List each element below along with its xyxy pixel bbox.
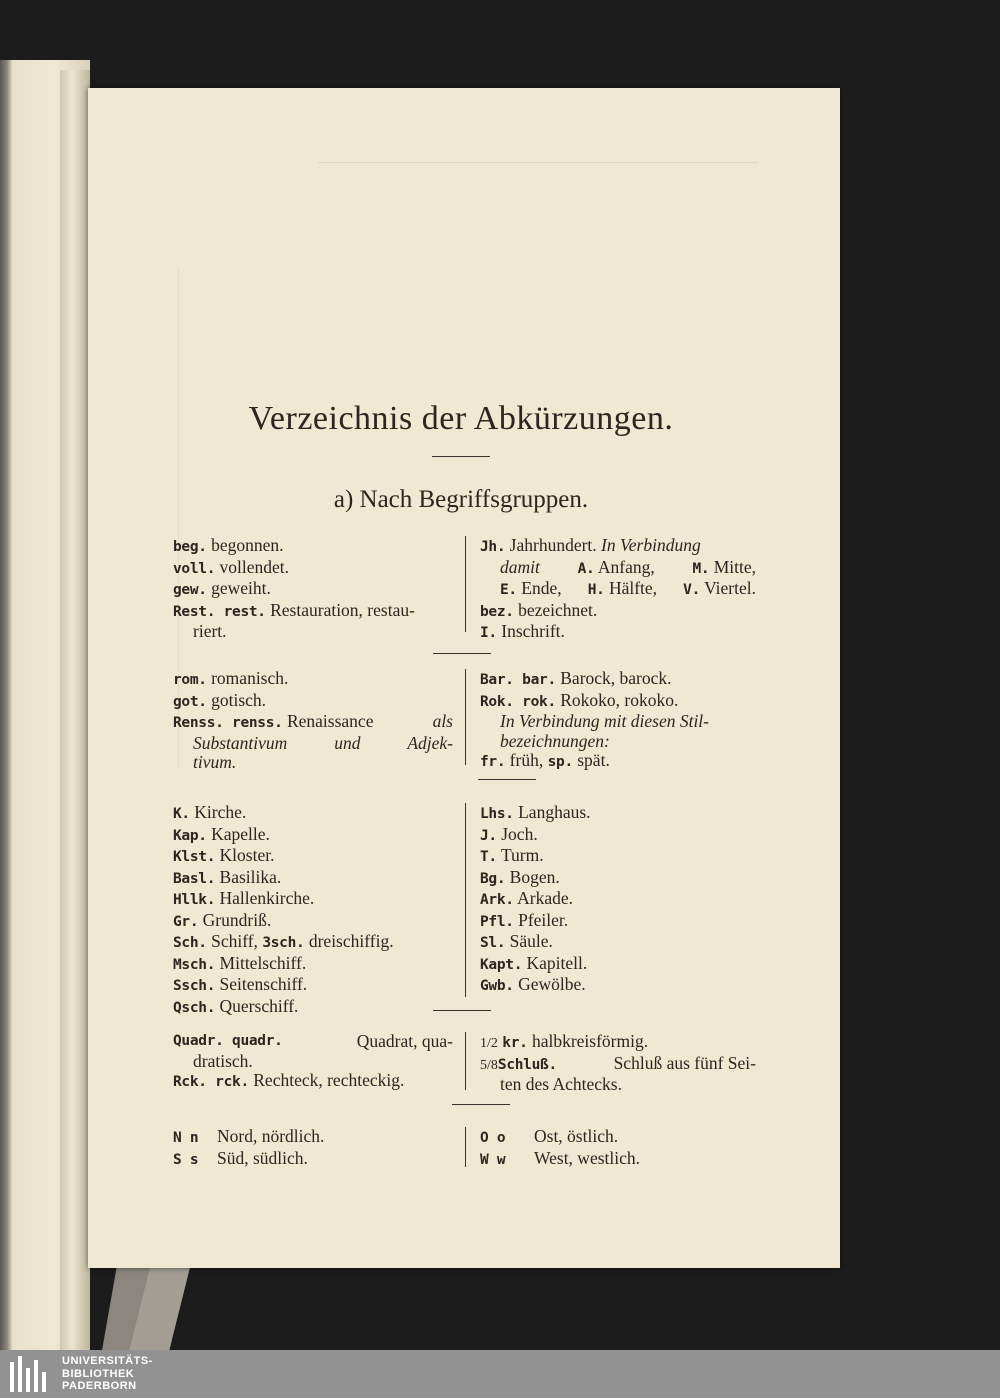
entry-text: Schiff, [211,931,258,951]
library-name-line: BIBLIOTHEK [62,1367,135,1380]
entry-text: Viertel. [704,578,756,598]
abbr: Lhs. [480,806,514,822]
entry-text: Arkade. [517,888,574,908]
entry [173,669,453,691]
entry [480,691,756,713]
abbr: got. [173,693,207,710]
abbr: T. [480,849,497,865]
abbr: Klst. [173,849,216,865]
column-divider [465,669,466,765]
library-name [62,1355,153,1393]
footer-bar [0,1350,1000,1398]
show-through [318,148,758,163]
entry [173,579,453,601]
entry-text: Bogen. [509,866,560,887]
entry-text: Basilika. [219,866,282,887]
entry-text: gotisch. [211,689,267,710]
abbr: Gr. [173,913,199,930]
italic-note: In Verbindung [601,535,701,555]
column-divider [465,1127,466,1167]
entry-text: Hälfte, [608,578,658,598]
entry-text: Kapitell. [526,952,588,973]
italic-note: als [432,711,453,731]
italic-note: bezeichnungen: [500,730,610,751]
entry-text: Kapelle. [211,823,270,844]
entry [173,889,463,911]
group-3-left [173,803,463,1018]
entry [480,601,756,623]
entry-text: Jahrhundert. [509,535,597,555]
entry-text: Langhaus. [518,802,591,822]
entry-text: Kirche. [194,802,247,822]
entry [173,712,453,734]
entry [173,997,463,1019]
divider [432,456,490,457]
entry-text: romanisch. [211,668,289,688]
abbr: Pfl. [480,913,514,930]
entry-text: Joch. [501,823,538,844]
entry-text: spät. [577,750,610,770]
abbr: Hllk. [173,892,216,908]
entry-text: Restauration, restau- [270,599,415,620]
entry-text: Kloster. [219,845,275,865]
entry-text: vollendet. [219,556,290,577]
italic-note: und [334,732,361,753]
abbr: gew. [173,582,207,598]
entry-text: Rechteck, rechteckig. [253,1070,405,1090]
entry-text: Quadrat, qua- [356,1031,453,1051]
entry [480,889,756,911]
entry-text: Turm. [500,845,544,865]
entry [173,1071,453,1093]
library-logo-icon [10,1356,50,1392]
entry [173,825,463,847]
abbr: Sch. [173,935,207,951]
library-name-line: PADERBORN [62,1380,137,1392]
abbr: E. [500,582,517,598]
abbr: O o [480,1130,506,1146]
entry [480,1054,756,1076]
abbr: Jh. [480,539,506,555]
abbr: J. [480,827,497,844]
entry [480,1032,756,1054]
entry-text: bezeichnet. [518,599,598,620]
entry-text: geweiht. [211,578,271,598]
entry [480,975,756,997]
abbr: V. [683,582,701,598]
group-1-left [173,536,453,642]
library-name-line: UNIVERSITÄTS- [62,1355,153,1367]
abbr: Sl. [480,935,506,951]
entry-text: Ost, östlich. [534,1126,619,1146]
entry [173,1149,453,1171]
entry [173,558,453,580]
entry-text: Anfang, [597,556,655,577]
entry [173,932,463,954]
entry [480,911,756,933]
entry [173,803,463,825]
abbr: Gwb. [480,978,514,994]
entry-text: West, westlich. [534,1147,640,1168]
abbr: Qsch. [173,999,216,1016]
abbr: beg. [173,539,207,555]
abbr: Basl. [173,870,216,887]
abbr: Bar. bar. [480,672,556,688]
abbr: H. [587,582,605,598]
entry-text: Säule. [509,931,553,951]
abbr: kr. [502,1035,528,1051]
entry [173,536,453,558]
entry [173,911,463,933]
entry-continuation: dratisch. [193,1050,253,1071]
entry [173,1127,453,1149]
entry [480,622,756,644]
abbr: Kap. [173,827,207,844]
abbr: I. [480,625,497,641]
entry [480,536,756,558]
divider [478,779,536,780]
column-divider [465,1032,466,1090]
abbr: M. [692,560,710,577]
italic-note: Adjek- [407,732,453,753]
abbr: N n [173,1130,199,1146]
entry-text: früh, [509,750,544,770]
entry-text: Inschrift. [501,621,565,641]
abbr: K. [173,806,190,822]
abbr: Quadr. quadr. [173,1033,283,1049]
entry-continuation: riert. [193,621,227,641]
group-4-left [173,1032,453,1093]
group-5-right [480,1127,756,1170]
abbr: W w [480,1151,506,1168]
entry-continuation: tivum. [193,752,237,772]
abbr: S s [173,1151,199,1168]
abbr: Rok. rok. [480,693,556,710]
entry-text: halbkreisförmig. [531,1031,649,1051]
entry-continuation [173,734,453,754]
entry [173,691,453,713]
section-heading: a) Nach Begriffsgruppen. [333,486,589,513]
entry [480,932,756,954]
fraction: 1/2 [480,1036,498,1051]
entry [173,846,463,868]
entry-text: Gewölbe. [518,974,586,994]
abbr: rom. [173,672,207,688]
abbr: Schluß. [497,1056,557,1073]
abbr: fr. [480,754,506,770]
column-divider [465,803,466,997]
entry [173,1032,453,1052]
group-4-right [480,1032,756,1095]
abbr: Kapt. [480,956,523,973]
entry [480,751,756,773]
abbr: Rest. rest. [173,603,266,620]
group-2-left [173,669,453,773]
entry [173,601,453,623]
entry-text: Hallenkirche. [219,888,315,908]
book-spine [60,70,90,1350]
entry-text: Barock, barock. [560,668,672,688]
entry [173,975,463,997]
entry [480,1149,756,1171]
entry [480,954,756,976]
entry-text: Nord, nördlich. [217,1126,325,1146]
entry-text: Renaissance [286,711,374,731]
entry-text: Rokoko, rokoko. [560,689,679,710]
abbr: Ark. [480,892,514,908]
entry-text: dreischiffig. [308,931,394,951]
entry [480,825,756,847]
italic-note: Substantivum [193,732,288,753]
entry [480,846,756,868]
entry-text: Pfeiler. [518,909,569,930]
page-title: Verzeichnis der Abkürzungen. [248,400,674,437]
entry-text: Seitenschiff. [219,974,308,994]
italic-note: damit [500,556,540,577]
abbr: Rck. rck. [173,1074,249,1090]
entry-continuation [480,558,756,580]
abbr: Renss. renss. [173,715,283,731]
entry [173,954,463,976]
entry [173,868,463,890]
group-2-right [480,669,756,773]
group-1-right [480,536,756,644]
divider [433,653,491,654]
abbr: 3sch. [262,935,305,951]
entry-continuation [480,579,756,601]
abbr: Bg. [480,870,506,887]
entry [480,669,756,691]
entry-text: Querschiff. [219,995,299,1016]
group-3-right [480,803,756,997]
divider [433,1010,491,1011]
abbr: Msch. [173,956,216,973]
entry-text: Schluß aus fünf Sei- [613,1052,756,1073]
entry-text: Süd, südlich. [217,1147,308,1168]
abbr: voll. [173,560,216,577]
abbr: A. [577,560,595,577]
entry [480,803,756,825]
group-5-left [173,1127,453,1170]
abbr: Ssch. [173,978,216,994]
divider [452,1104,510,1105]
entry-text: begonnen. [211,535,284,555]
abbr: sp. [547,754,573,770]
italic-note: In Verbindung mit diesen Stil- [500,711,710,731]
entry [480,868,756,890]
entry-text: Mittelschiff. [219,952,307,973]
column-divider [465,536,466,632]
entry-text: Grundriß. [202,909,272,930]
fraction: 5/8 [480,1057,498,1073]
abbr: bez. [480,603,514,620]
entry-continuation: ten des Achtecks. [500,1074,622,1094]
entry-text: Mitte, [713,556,756,577]
entry [480,1127,756,1149]
entry-text: Ende, [521,578,562,598]
